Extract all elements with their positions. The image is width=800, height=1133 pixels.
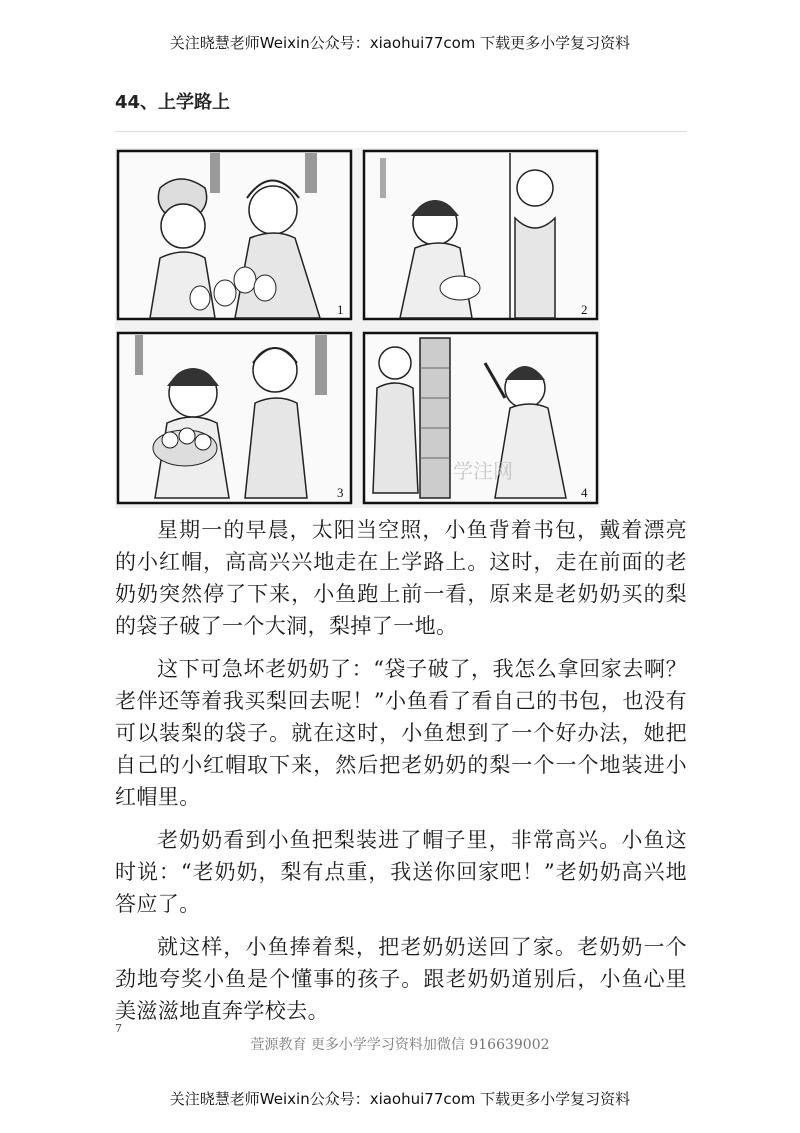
- page-number: 7: [115, 1022, 122, 1035]
- story-paragraph-4: 就这样，小鱼捧着梨，把老奶奶送回了家。老奶奶一个劲地夸奖小鱼是个懂事的孩子。跟老奶奶道别后，小鱼心里美滋滋地直奔学校去。: [115, 935, 687, 1023]
- story-text: [115, 514, 687, 1038]
- panel-number-1: 1: [337, 302, 344, 317]
- story-paragraph-1: 星期一的早晨，太阳当空照，小鱼背着书包，戴着漂亮的小红帽，高高兴兴地走在上学路上。这时，走在前面的老奶奶突然停了下来，小鱼跑上前一看，原来是老奶奶买的梨的袋子破了一个大洞，梨掉了一地。: [115, 518, 687, 638]
- comic-panel-2: [364, 151, 597, 319]
- panel-number-3: 3: [337, 485, 344, 500]
- story-paragraph-3: 老奶奶看到小鱼把梨装进了帽子里，非常高兴。小鱼这时说：“老奶奶，梨有点重，我送你回家吧！”老奶奶高兴地答应了。: [115, 828, 687, 916]
- title-divider: [115, 131, 687, 132]
- comic-panel-1: [118, 151, 351, 319]
- story-paragraph-2: 这下可急坏老奶奶了：“袋子破了，我怎么拿回家去啊？老伴还等着我买梨回去呢！”小鱼看了看自己的书包，也没有可以装梨的袋子。就在这时，小鱼想到了一个好办法，她把自己的小红帽取下来，然后把老奶奶的梨一个一个地装进小红帽里。: [115, 657, 687, 809]
- page-title: 44、上学路上: [115, 92, 231, 113]
- comic-strip-image: [115, 148, 600, 508]
- header-banner: 关注晓慧老师Weixin公众号：xiaohui77com 下载更多小学复习资料: [169, 34, 631, 52]
- panel-number-4: 4: [581, 485, 588, 500]
- panel-number-2: 2: [581, 302, 588, 317]
- footer-note: 萱源教育 更多小学学习资料加微信 916639002: [250, 1037, 550, 1053]
- footer-banner: 关注晓慧老师Weixin公众号：xiaohui77com 下载更多小学复习资料: [169, 1090, 631, 1108]
- comic-watermark: 学注网: [453, 459, 513, 483]
- comic-panel-3: [118, 333, 351, 503]
